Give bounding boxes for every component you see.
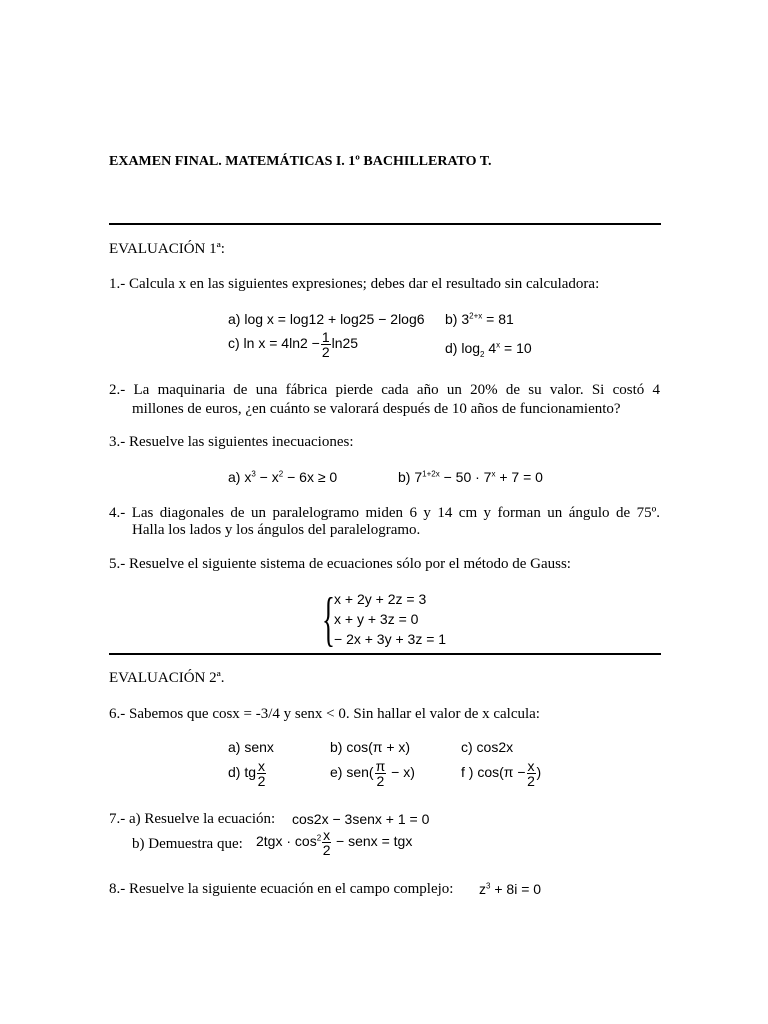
q1-a: a) log x = log12 + log25 − 2log6 — [228, 311, 425, 327]
q1-c: c) ln x = 4ln2 − $\frac{1}{2}$ ln25 — [228, 329, 359, 360]
q8-text: 8.- Resuelve la siguiente ecuación en el campo complejo: — [109, 881, 454, 897]
q7-a-eq: cos2x − 3senx + 1 = 0 — [292, 811, 430, 827]
eval1-heading: EVALUACIÓN 1ª: — [109, 241, 225, 257]
q3-text: 3.- Resuelve las siguientes inecuaciones: — [109, 434, 354, 450]
q3-a: a) $x^3 - x^2 - 6x \ge 0$ — [228, 469, 338, 485]
top-rule — [109, 223, 661, 225]
q6-c: c) cos2x — [461, 739, 514, 755]
q3-b: b) $7^{1+2x} - 50 \cdot 7^x + 7 = 0$ — [398, 469, 543, 485]
fraction-one-half: $\frac{1}{2}$ — [321, 329, 330, 360]
q6-a: a) senx — [228, 739, 274, 755]
q1-d: d) $\log_2 4^x = 10$ — [445, 340, 532, 359]
q2-line2: millones de euros, ¿en cuánto se valorará después de 10 años de funcionamiento? — [132, 401, 621, 417]
eval2-heading: EVALUACIÓN 2ª. — [109, 670, 225, 686]
q6-d: d) tg $\frac{x}{2}$ — [228, 758, 266, 789]
q6-f: f ) cos(π − $\frac{x}{2}$ ) — [461, 758, 542, 789]
q6-text: 6.- Sabemos que cosx = -3/4 y senx < 0. Sin hallar el valor de x calcula: — [109, 706, 540, 722]
exam-title: EXAMEN FINAL. MATEMÁTICAS I. 1º BACHILLERATO T. — [109, 154, 492, 169]
q5-eq3: − 2x + 3y + 3z = 1 — [334, 631, 447, 647]
q8-eq: $z^3 + 8i = 0$ — [479, 881, 542, 897]
middle-rule — [109, 653, 661, 655]
q1-b: b) $3^{2+x} = 81$ — [445, 311, 514, 327]
q4-line2: Halla los lados y los ángulos del paralelogramo. — [132, 522, 421, 538]
q4-line1: 4.- Las diagonales de un paralelogramo miden 6 y 14 cm y forman un ángulo de 75º. — [109, 505, 660, 521]
system-brace: { — [322, 586, 335, 652]
q5-text: 5.- Resuelve el siguiente sistema de ecuaciones sólo por el método de Gauss: — [109, 556, 571, 572]
q5-eq1: x + 2y + 2z = 3 — [334, 591, 427, 607]
q7-a-text: 7.- a) Resuelve la ecuación: — [109, 811, 276, 827]
q5-eq2: x + y + 3z = 0 — [334, 611, 419, 627]
q6-b: b) cos(π + x) — [330, 739, 411, 755]
q1-text: 1.- Calcula x en las siguientes expresiones; debes dar el resultado sin calculadora: — [109, 276, 600, 292]
q7-b-eq: $2tgx \cdot \cos^2$ $\frac{x}{2}$ − senx = tgx — [256, 827, 413, 858]
q6-e: e) sen( $\frac{\pi}{2}$ − x) — [330, 758, 415, 789]
q2-line1: 2.- La maquinaria de una fábrica pierde cada año un 20% de su valor. Si costó 4 — [109, 382, 660, 398]
q7-b-text: b) Demuestra que: — [132, 836, 243, 852]
